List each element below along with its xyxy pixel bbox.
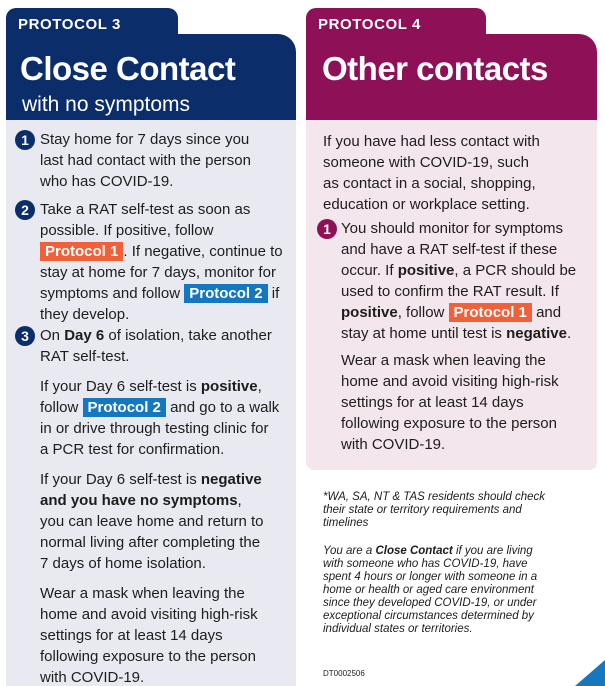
p3-positive-paragraph xyxy=(40,376,292,460)
protocol-4-tab-label: PROTOCOL 4 xyxy=(318,16,421,33)
p3-step-2-text xyxy=(40,199,292,325)
p3-step-3-text xyxy=(40,325,292,686)
step-3-number-badge: 3 xyxy=(15,326,35,346)
protocol-1-badge[interactable]: Protocol 1 xyxy=(40,242,123,261)
text-fragment: , xyxy=(257,378,262,395)
text-line: you can leave home and return to xyxy=(40,513,264,530)
p4-mask-paragraph xyxy=(341,350,597,455)
text-line: used to confirm the RAT result. If xyxy=(341,283,559,300)
text-line: following exposure to the person xyxy=(40,648,256,665)
text-line: and have a RAT self-test if these xyxy=(341,241,558,258)
p3-negative-paragraph xyxy=(40,469,292,574)
text-line: since they developed COVID-19, or under xyxy=(323,597,537,609)
text-line xyxy=(40,325,292,346)
text-line: home and avoid visiting high-risk xyxy=(40,606,258,623)
text-line: exceptional circumstances determined by xyxy=(323,610,534,622)
text-fragment: if you are living xyxy=(455,545,533,557)
protocol-3-title: Close Contact xyxy=(20,50,236,87)
text-line xyxy=(40,376,292,397)
text-line: *WA, SA, NT & TAS residents should check xyxy=(323,491,545,503)
text-fragment: , xyxy=(237,492,242,509)
step-1-number-badge: 1 xyxy=(15,130,35,150)
text-bold: positive xyxy=(397,262,455,279)
text-fragment: symptoms and follow xyxy=(40,285,181,302)
text-line: Stay home for 7 days since you xyxy=(40,131,250,148)
text-line: with COVID-19. xyxy=(341,436,446,453)
protocol-3-tab xyxy=(6,8,178,42)
text-line: stay at home for 7 days, monitor for xyxy=(40,264,276,281)
text-fragment: , follow xyxy=(397,304,445,321)
text-line xyxy=(323,545,593,558)
text-line: last had contact with the person xyxy=(40,152,251,169)
text-line: settings for at least 14 days xyxy=(40,627,223,644)
text-line: following exposure to the person xyxy=(341,415,557,432)
p4-step-1-text xyxy=(341,218,597,455)
close-contact-definition-note xyxy=(323,545,593,636)
p4-intro-text xyxy=(323,131,591,215)
text-line: their state or territory requirements and xyxy=(323,504,522,516)
step-2-number-badge: 2 xyxy=(15,200,35,220)
page-corner-decoration xyxy=(575,660,605,686)
text-line xyxy=(341,302,597,323)
text-line: Wear a mask when leaving the xyxy=(40,585,245,602)
text-line xyxy=(40,283,292,304)
text-fragment: , a PCR should be xyxy=(454,262,577,279)
text-line xyxy=(40,397,292,418)
text-line: home or health or aged care environment xyxy=(323,584,534,596)
text-line xyxy=(341,323,597,344)
text-fragment: occur. If xyxy=(341,262,394,279)
text-line: education or workplace setting. xyxy=(323,196,530,213)
text-line: Take a RAT self-test as soon as xyxy=(40,201,251,218)
text-bold: positive xyxy=(200,378,258,395)
text-line: individual states or territories. xyxy=(323,623,473,635)
text-line: spent 4 hours or longer with someone in a xyxy=(323,571,538,583)
text-line: someone with COVID-19, such xyxy=(323,154,529,171)
text-line: 7 days of home isolation. xyxy=(40,555,206,572)
p3-step-1-text xyxy=(40,129,290,192)
text-line: a PCR test for confirmation. xyxy=(40,441,225,458)
text-fragment: You are a xyxy=(323,545,373,557)
text-line: in or drive through testing clinic for xyxy=(40,420,269,437)
text-bold: Day 6 xyxy=(64,327,105,344)
p4-step-1-number-badge: 1 xyxy=(317,219,337,239)
p3-mask-paragraph xyxy=(40,583,292,686)
text-line: normal living after completing the xyxy=(40,534,261,551)
protocol-2-badge[interactable]: Protocol 2 xyxy=(184,284,267,303)
text-fragment: On xyxy=(40,327,61,344)
text-fragment: of isolation, take another xyxy=(108,327,272,344)
text-line xyxy=(40,469,292,490)
document-code: DT0002506 xyxy=(323,669,365,678)
text-line: they develop. xyxy=(40,306,130,323)
text-line xyxy=(40,490,292,511)
text-line: timelines xyxy=(323,517,369,529)
state-requirements-note xyxy=(323,491,593,530)
text-bold: negative xyxy=(200,471,262,488)
text-line: with someone who has COVID-19, have xyxy=(323,558,528,570)
protocol-1-badge[interactable]: Protocol 1 xyxy=(449,303,532,322)
text-line: Wear a mask when leaving the xyxy=(341,352,546,369)
text-line xyxy=(40,241,292,262)
protocol-3-panel xyxy=(0,8,296,686)
text-line xyxy=(341,260,597,281)
text-line: RAT self-test. xyxy=(40,348,130,365)
text-bold: and you have no symptoms xyxy=(40,492,238,509)
text-fragment: if xyxy=(271,285,280,302)
text-fragment: If your Day 6 self-test is xyxy=(40,471,197,488)
protocol-4-header xyxy=(306,34,597,120)
text-line: with COVID-19. xyxy=(40,669,145,686)
protocol-3-tab-label: PROTOCOL 3 xyxy=(18,16,121,33)
text-fragment: and go to a walk xyxy=(170,399,280,416)
text-fragment: . xyxy=(566,325,572,342)
text-fragment: If your Day 6 self-test is xyxy=(40,378,197,395)
protocol-4-tab xyxy=(306,8,486,42)
text-fragment: follow xyxy=(40,399,79,416)
protocol-2-badge[interactable]: Protocol 2 xyxy=(83,398,166,417)
text-fragment: . If negative, continue to xyxy=(123,243,283,260)
text-fragment: stay at home until test is xyxy=(341,325,502,342)
text-fragment: and xyxy=(536,304,562,321)
protocol-3-header xyxy=(6,34,296,120)
text-line: as contact in a social, shopping, xyxy=(323,175,536,192)
text-line: If you have had less contact with xyxy=(323,133,540,150)
text-line: home and avoid visiting high-risk xyxy=(341,373,559,390)
text-bold: negative xyxy=(506,325,567,342)
text-line: possible. If positive, follow xyxy=(40,222,214,239)
text-line: who has COVID-19. xyxy=(40,173,174,190)
text-line: You should monitor for symptoms xyxy=(341,220,564,237)
protocol-4-title: Other contacts xyxy=(322,50,548,87)
protocol-3-subtitle: with no symptoms xyxy=(22,93,191,116)
text-line: settings for at least 14 days xyxy=(341,394,524,411)
text-bold: positive xyxy=(341,304,398,321)
protocol-4-panel xyxy=(306,8,605,686)
text-bold: Close Contact xyxy=(375,545,453,557)
